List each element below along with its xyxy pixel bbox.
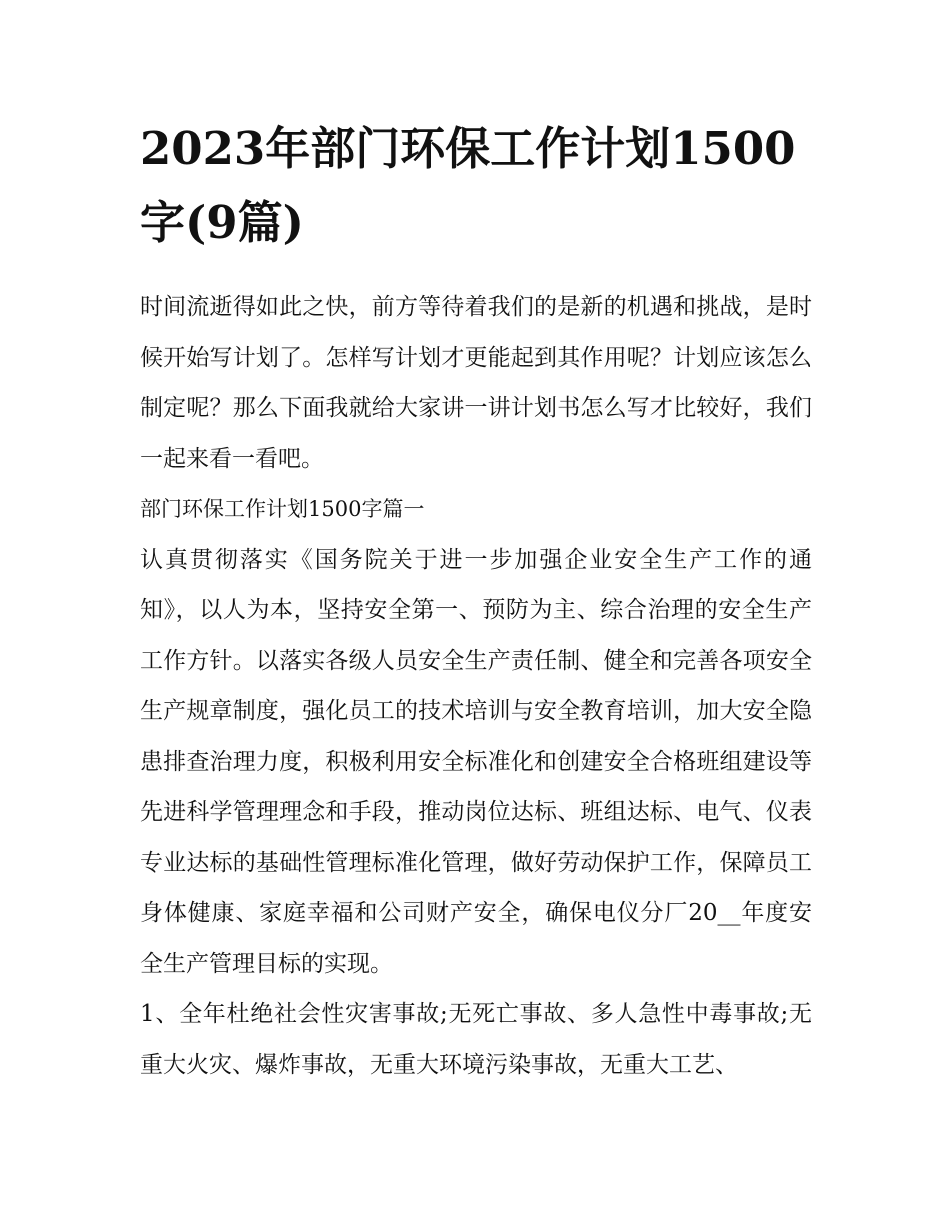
- section-heading: 部门环保工作计划1500字篇一: [140, 497, 425, 521]
- document-page: [140, 112, 812, 1090]
- list-item: 1、全年杜绝社会性灾害事故;无死亡事故、多人急性中毒事故;无重大火灾、爆炸事故，无重大环境污染事故，无重大工艺、: [140, 1001, 812, 1078]
- document-title: 2023年部门环保工作计划1500字(9篇): [140, 122, 796, 249]
- intro-paragraph: 时间流逝得如此之快，前方等待着我们的是新的机遇和挑战，是时候开始写计划了。怎样写计划才更能起到其作用呢？计划应该怎么制定呢？那么下面我就给大家讲一讲计划书怎么写才比较好，我们一起来看一看吧。: [140, 294, 812, 472]
- body-paragraph: 认真贯彻落实《国务院关于进一步加强企业安全生产工作的通知》，以人为本，坚持安全第一、预防为主、综合治理的安全生产工作方针。以落实各级人员安全生产责任制、健全和完善各项安全生产规章制度，强化员工的技术培训与安全教育培训，加大安全隐患排查治理力度，积极利用安全标准化和创建安全合格班组建设等先进科学管理理念和手段，推动岗位达标、班组达标、电气、仪表专业达标的基础性管理标准化管理，做好劳动保护工作，保障员工身体健康、家庭幸福和公司财产安全，确保电仪分厂20__年度安全生产管理目标的实现。: [140, 546, 812, 977]
